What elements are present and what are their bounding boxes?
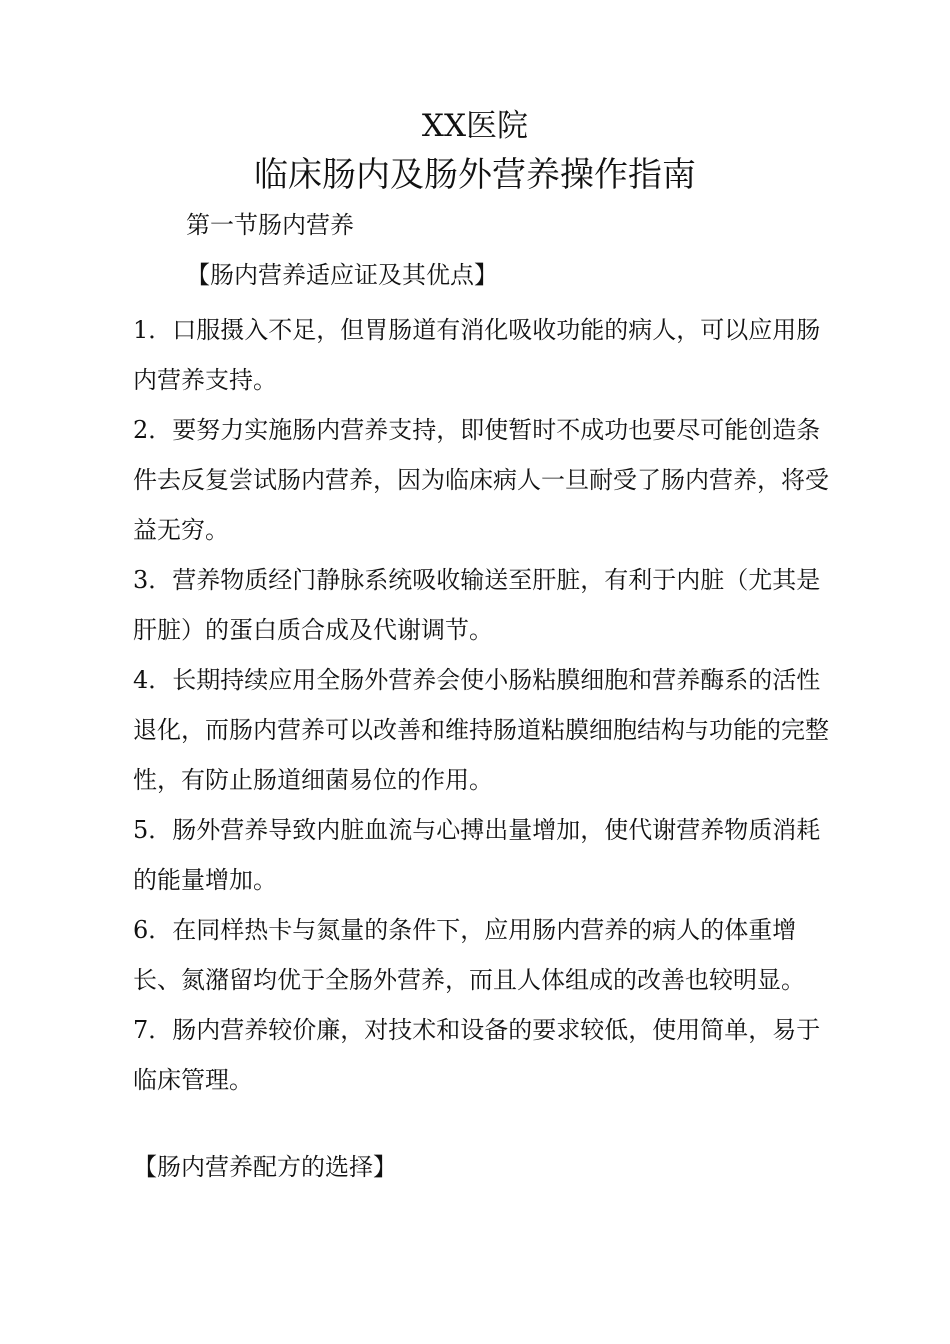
item-number: 5． (133, 816, 173, 844)
document-title: 临床肠内及肠外营养操作指南 (254, 155, 696, 195)
item-text: 肠外营养导致内脏血流与心搏出量增加，使代谢营养物质消耗的能量增加。 (133, 816, 821, 894)
item-text: 口服摄入不足，但胃肠道有消化吸收功能的病人，可以应用肠内营养支持。 (133, 316, 821, 394)
item-text: 长期持续应用全肠外营养会使小肠粘膜细胞和营养酶系的活性退化，而肠内营养可以改善和维持肠道粘膜细胞结构与功能的完整性，有防止肠道细菌易位的作用。 (133, 666, 829, 794)
item-number: 3． (133, 566, 173, 594)
list-item (133, 405, 833, 555)
subheading-indications: 【肠内营养适应证及其优点】 (186, 261, 498, 289)
item-text: 要努力实施肠内营养支持，即使暂时不成功也要尽可能创造条件去反复尝试肠内营养，因为临床病人一旦耐受了肠内营养，将受益无穷。 (133, 416, 829, 544)
list-item (133, 655, 833, 805)
item-number: 1． (133, 316, 173, 344)
list-item (133, 905, 833, 1005)
section-heading: 第一节肠内营养 (186, 211, 354, 239)
item-number: 6． (133, 916, 173, 944)
item-number: 4． (133, 666, 173, 694)
advantages-list (133, 305, 833, 1105)
list-item (133, 805, 833, 905)
item-text: 肠内营养较价廉，对技术和设备的要求较低，使用简单，易于临床管理。 (133, 1016, 821, 1094)
list-item (133, 305, 833, 405)
item-number: 2． (133, 416, 173, 444)
item-number: 7． (133, 1016, 173, 1044)
list-item (133, 1005, 833, 1105)
subheading-formula-selection: 【肠内营养配方的选择】 (133, 1153, 397, 1181)
hospital-name: XX医院 (421, 108, 529, 144)
item-text: 营养物质经门静脉系统吸收输送至肝脏，有利于内脏（尤其是肝脏）的蛋白质合成及代谢调节。 (133, 566, 821, 644)
list-item (133, 555, 833, 655)
item-text: 在同样热卡与氮量的条件下，应用肠内营养的病人的体重增长、氮潴留均优于全肠外营养，而且人体组成的改善也较明显。 (133, 916, 805, 994)
